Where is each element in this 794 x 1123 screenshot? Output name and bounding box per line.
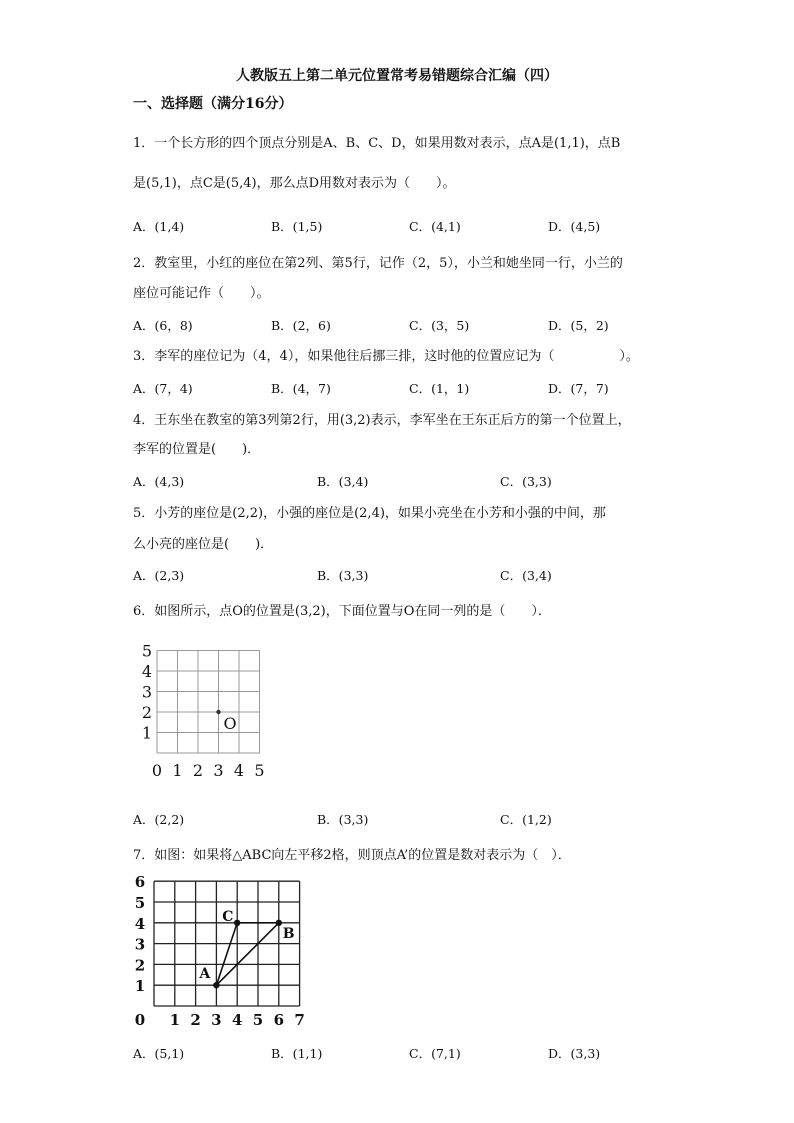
question-3-option-b[interactable]: B．(4，7) [271, 381, 331, 396]
y-tick-label: 5 [134, 894, 146, 912]
question-6-option-c[interactable]: C．(1,2) [500, 812, 552, 827]
question-6-option-a[interactable]: A．(2,2) [133, 812, 185, 827]
y-tick-label: 1 [141, 723, 153, 743]
vertex-a-label: A [199, 966, 211, 983]
question-4-option-a[interactable]: A．(4,3) [133, 474, 185, 489]
y-tick-label: 3 [134, 935, 146, 954]
question-7-line-1: 7．如图：如果将△ABC向左平移2格，则顶点A’的位置是数对表示为（ ）． [133, 848, 571, 863]
y-tick-label: 5 [141, 641, 153, 661]
question-2-line-1: 2．教室里，小红的座位在第2列、第5行，记作（2，5），小兰和她坐同一行，小兰的 [133, 256, 623, 271]
question-6-option-b[interactable]: B．(3,3) [317, 812, 369, 827]
vertex-a [213, 982, 219, 988]
question-5-option-c[interactable]: C．(3,4) [500, 568, 552, 583]
vertex-b [276, 920, 282, 926]
question-5-line-2: 么小亮的座位是( )． [133, 537, 274, 552]
question-3-option-a[interactable]: A．(7，4) [133, 381, 193, 396]
point-o-label: O [223, 714, 237, 733]
x-tick-label: 7 [294, 1011, 305, 1029]
question-1-line-2: 是(5,1)，点C是(5,4)，那么点D用数对表示为（ ）。 [133, 176, 456, 191]
question-2-option-a[interactable]: A．(6，8) [133, 318, 193, 333]
question-7-option-d[interactable]: D．(3,3) [548, 1046, 601, 1061]
x-tick-label: 0 [134, 1011, 146, 1029]
question-7-grid-figure [130, 873, 320, 1033]
y-tick-label: 4 [134, 914, 146, 933]
question-7-option-a[interactable]: A．(5,1) [133, 1046, 185, 1061]
question-7-option-c[interactable]: C．(7,1) [409, 1046, 461, 1061]
question-6-grid-figure [135, 641, 275, 790]
question-4-option-c[interactable]: C．(3,3) [500, 474, 552, 489]
x-tick-label: 2 [192, 761, 204, 780]
y-tick-label: 4 [141, 662, 153, 681]
question-5-option-b[interactable]: B．(3,3) [317, 568, 369, 583]
x-tick-label: 4 [233, 761, 245, 780]
x-tick-label: 5 [254, 761, 265, 780]
point-o [216, 710, 220, 714]
question-5-option-a[interactable]: A．(2,3) [133, 568, 185, 583]
y-tick-label: 1 [134, 977, 146, 996]
question-3-line-1: 3．李军的座位记为（4，4），如果他往后挪三排，这时他的位置应记为（ ）。 [133, 349, 639, 364]
section-heading: 一、选择题（满分16分） [133, 96, 293, 112]
question-3-option-d[interactable]: D．(7，7) [548, 381, 609, 396]
x-tick-label: 3 [213, 761, 224, 780]
question-4-option-b[interactable]: B．(3,4) [317, 474, 369, 489]
question-1-option-b[interactable]: B．(1,5) [271, 219, 323, 234]
page-title: 人教版五上第二单元位置常考易错题综合汇编（四） [236, 68, 558, 84]
y-tick-label: 2 [134, 956, 146, 975]
question-1-line-1: 1．一个长方形的四个顶点分别是A、B、C、D，如果用数对表示，点A是(1,1)，点B [133, 136, 621, 151]
question-4-line-2: 李军的位置是( )． [133, 442, 261, 457]
y-tick-label: 2 [141, 703, 153, 722]
x-tick-label: 2 [190, 1011, 201, 1029]
x-tick-label: 3 [211, 1011, 222, 1029]
question-6-line-1: 6．如图所示，点O的位置是(3,2)，下面位置与O在同一列的是（ ）． [133, 604, 551, 619]
x-tick-label: 0 [151, 761, 163, 780]
question-2-line-2: 座位可能记作（ ）。 [133, 286, 270, 301]
y-tick-label: 3 [141, 682, 153, 702]
x-tick-label: 1 [169, 1011, 181, 1029]
question-2-option-c[interactable]: C．(3，5) [409, 318, 470, 333]
x-tick-label: 1 [172, 761, 183, 780]
triangle-abc [216, 923, 278, 985]
vertex-c [234, 920, 240, 926]
question-5-line-1: 5．小芳的座位是(2,2)，小强的座位是(2,4)，如果小亮坐在小芳和小强的中间，那 [133, 506, 606, 521]
x-tick-label: 5 [252, 1011, 264, 1029]
question-4-line-1: 4．王东坐在教室的第3列第2行，用(3,2)表示，李军坐在王东正后方的第一个位置上， [133, 413, 631, 428]
x-tick-label: 4 [231, 1011, 243, 1029]
question-2-option-d[interactable]: D．(5，2) [548, 318, 609, 333]
vertex-c-label: C [222, 908, 234, 925]
x-tick-label: 6 [273, 1011, 285, 1029]
question-7-option-b[interactable]: B．(1,1) [271, 1046, 323, 1061]
question-1-option-a[interactable]: A．(1,4) [133, 219, 185, 234]
question-1-option-d[interactable]: D．(4,5) [548, 219, 601, 234]
y-tick-label: 6 [134, 873, 146, 892]
question-3-option-c[interactable]: C．(1，1) [409, 381, 470, 396]
vertex-b-label: B [282, 925, 295, 942]
question-2-option-b[interactable]: B．(2，6) [271, 318, 331, 333]
question-1-option-c[interactable]: C．(4,1) [409, 219, 461, 234]
